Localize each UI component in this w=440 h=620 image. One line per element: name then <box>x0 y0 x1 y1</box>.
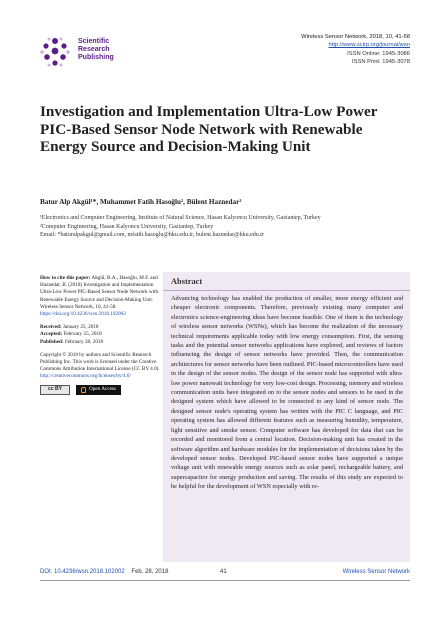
issn-online: ISSN Online: 1945-3086 <box>347 50 410 57</box>
open-access-label: Open Access <box>89 386 116 393</box>
abstract-text: Advancing technology has enabled the production of smaller, more energy efficient and cheaper electronic components. Therefore, previously existing many computer and electronics science-engineering ideas have become feasible. One of them is the technology of wireless sensor networks (WSNs), which has become the realization of the necessary technical requirements applicable today with low energy consumption. First, the sensing tasks and the potential sensor networks applications have explored, and reviews of factors influencing the design of sensor networks have provided. Then, the communication architectures for sensor networks have been outlined. PIC-based microcontrollers have used in the design of the sensor nodes. The design of the sensor node has supported with ultra-low power nanowatt technology for very low-cost design. Processing, memory and wireless communication units have integrated on to the sensor nodes and sensors to be used in the designed system which have allowed to be connected to any kind of sensor node. The designed sensor node's operating system has written with the PIC C language, and PIC operating system has allowed different features such as measuring humidity, temperature, light sensitive and smoke sensor. Computer software has developed for data that can be recorded and monitored from a central location. Decision-making unit has created in the software algorithm and hardware modules for the implementation of decisions taken by the developed sensor nodes. Developed PIC-based sensor nodes have supported a unique voltage unit with renewable energy sources such as solar panel, rechargeable battery, and supercapacitor for energy production and saving. The results of this study are expected to be helpful for the development of WSN especially with re- <box>171 295 403 491</box>
article-info-sidebar <box>40 275 162 401</box>
license-badges <box>40 385 162 395</box>
journal-citation: Wireless Sensor Network, 2018, 10, 41-58 <box>301 34 410 40</box>
publisher-logo-text <box>78 38 114 62</box>
copyright-block <box>40 352 162 395</box>
citation-block <box>40 275 162 318</box>
page-header <box>0 0 440 72</box>
open-access-badge[interactable] <box>76 385 121 395</box>
cite-text: Akgül, B.A., Hasoğlu, M.F. and Haznedar, B. (2018) Investigation and Implementation Ultra-Low Power PIC-Based Sensor Node Network with Renewable Energy Source and Decision-Making Unit. Wireless Sensor Network, 10, 41-58. <box>40 275 159 310</box>
author-emails: Email: *baturalpakgul@gmail.com, mfatih.hasoglu@hku.edu.tr, bulent.haznedar@hku.edu.tr <box>40 232 264 239</box>
affiliation-2: ²Computer Engineering, Hasan Kalyoncu University, Gaziantep, Turkey <box>40 223 214 230</box>
published-label: Published: <box>40 338 64 345</box>
issn-print: ISSN Print: 1945-3078 <box>351 59 410 66</box>
abstract-panel <box>163 272 410 562</box>
footer-doi: DOI: 10.4236/wsn.2018.102002 <box>40 569 125 575</box>
logo-line-2: Research <box>78 46 110 53</box>
open-lock-icon <box>81 387 86 393</box>
received-date: January 25, 2018 <box>62 324 99 331</box>
page-footer <box>40 569 410 579</box>
paper-title: Investigation and Implementation Ultra-Low Power PIC-Based Sensor Node Network with Renewable Energy Source and Decision-Making Unit <box>40 103 378 156</box>
license-url-link[interactable]: http://creativecommons.org/licenses/by/4.0/ <box>40 373 131 380</box>
footer-divider <box>40 580 410 581</box>
page-number: 41 <box>220 569 227 575</box>
accepted-date: February 25, 2018 <box>63 331 102 338</box>
journal-meta <box>301 33 410 67</box>
footer-journal-name: Wireless Sensor Network <box>342 569 410 575</box>
copyright-text: Copyright © 2018 by authors and Scientific Research Publishing Inc. This work is licensed under the Creative Commons Attribution International License (CC BY 4.0). <box>40 351 160 373</box>
journal-url-link[interactable]: http://www.scirp.org/journal/wsn <box>328 42 410 49</box>
footer-doi-date[interactable] <box>40 569 168 575</box>
abstract-heading: Abstract <box>163 272 410 291</box>
logo-line-3: Publishing <box>78 54 114 61</box>
cc-by-badge-icon[interactable]: cc BY <box>40 385 70 395</box>
scirp-logo-icon <box>38 35 72 69</box>
dates-block <box>40 324 162 346</box>
cite-label: How to cite this paper: <box>40 275 91 281</box>
footer-date: Feb. 28, 2018 <box>131 569 169 575</box>
affiliations <box>40 214 420 240</box>
logo-line-1: Scientific <box>78 38 110 45</box>
affiliation-1: ¹Electronics and Computer Engineering, Institute of Natural Science, Hasan Kalyoncu University, Gaziantep, Turkey <box>40 215 321 221</box>
author-list: Batur Alp Akgül¹*, Muhammet Fatih Hasoğlu², Bülent Haznedar² <box>40 198 242 206</box>
published-date: February 28, 2018 <box>64 338 104 345</box>
accepted-label: Accepted: <box>40 331 63 338</box>
received-label: Received: <box>40 324 62 331</box>
cite-doi-link[interactable]: https://doi.org/10.4236/wsn.2018.102002 <box>40 311 126 318</box>
